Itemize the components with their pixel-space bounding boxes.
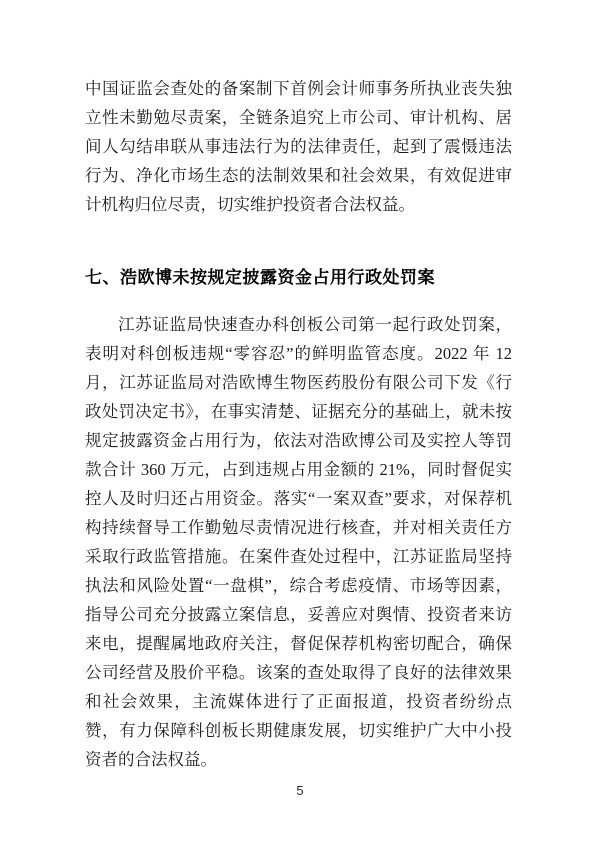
document-content [85, 74, 512, 774]
section-heading: 七、浩欧博未按规定披露资金占用行政处罚案 [85, 268, 435, 287]
paragraph-continuation: 中国证监会查处的备案制下首例会计师事务所执业丧失独立性未勤勉尽责案，全链条追究上市公司、审计机构、居间人勾结串联从事违法行为的法律责任，起到了震慑违法行为、净化市场生态的法制效果和社会效果，有效促进审计机构归位尽责，切实维护投资者合法权益。 [85, 79, 512, 214]
section-body-paragraph: 江苏证监局快速查办科创板公司第一起行政处罚案，表明对科创板违规“零容忍”的鲜明监管态度。2022 年 12 月，江苏证监局对浩欧博生物医药股份有限公司下发《行政处罚决定书》，在事实清楚、证据充分的基础上，就未按规定披露资金占用行为，依法对浩欧博公司及实控人等罚款合计 360 万元，占到违规占用金额的 21%，同时督促实控人及时归还占用资金。落实“一案双查”要求，对保荐机构持续督导工作勤勉尽责情况进行核查，并对相关责任方采取行政监管措施。在案件查处过程中，江苏证监局坚持执法和风险处置“一盘棋”，综合考虑疫情、市场等因素，指导公司充分披露立案信息，妥善应对舆情、投资者来访来电，提醒属地政府关注，督促保荐机构密切配合，确保公司经营及股价平稳。该案的查处取得了良好的法律效果和社会效果，主流媒体进行了正面报道，投资者纷纷点赞，有力保障科创板长期健康发展，切实维护广大中小投资者的合法权益。 [85, 315, 512, 769]
page-number: 5 [296, 783, 304, 798]
